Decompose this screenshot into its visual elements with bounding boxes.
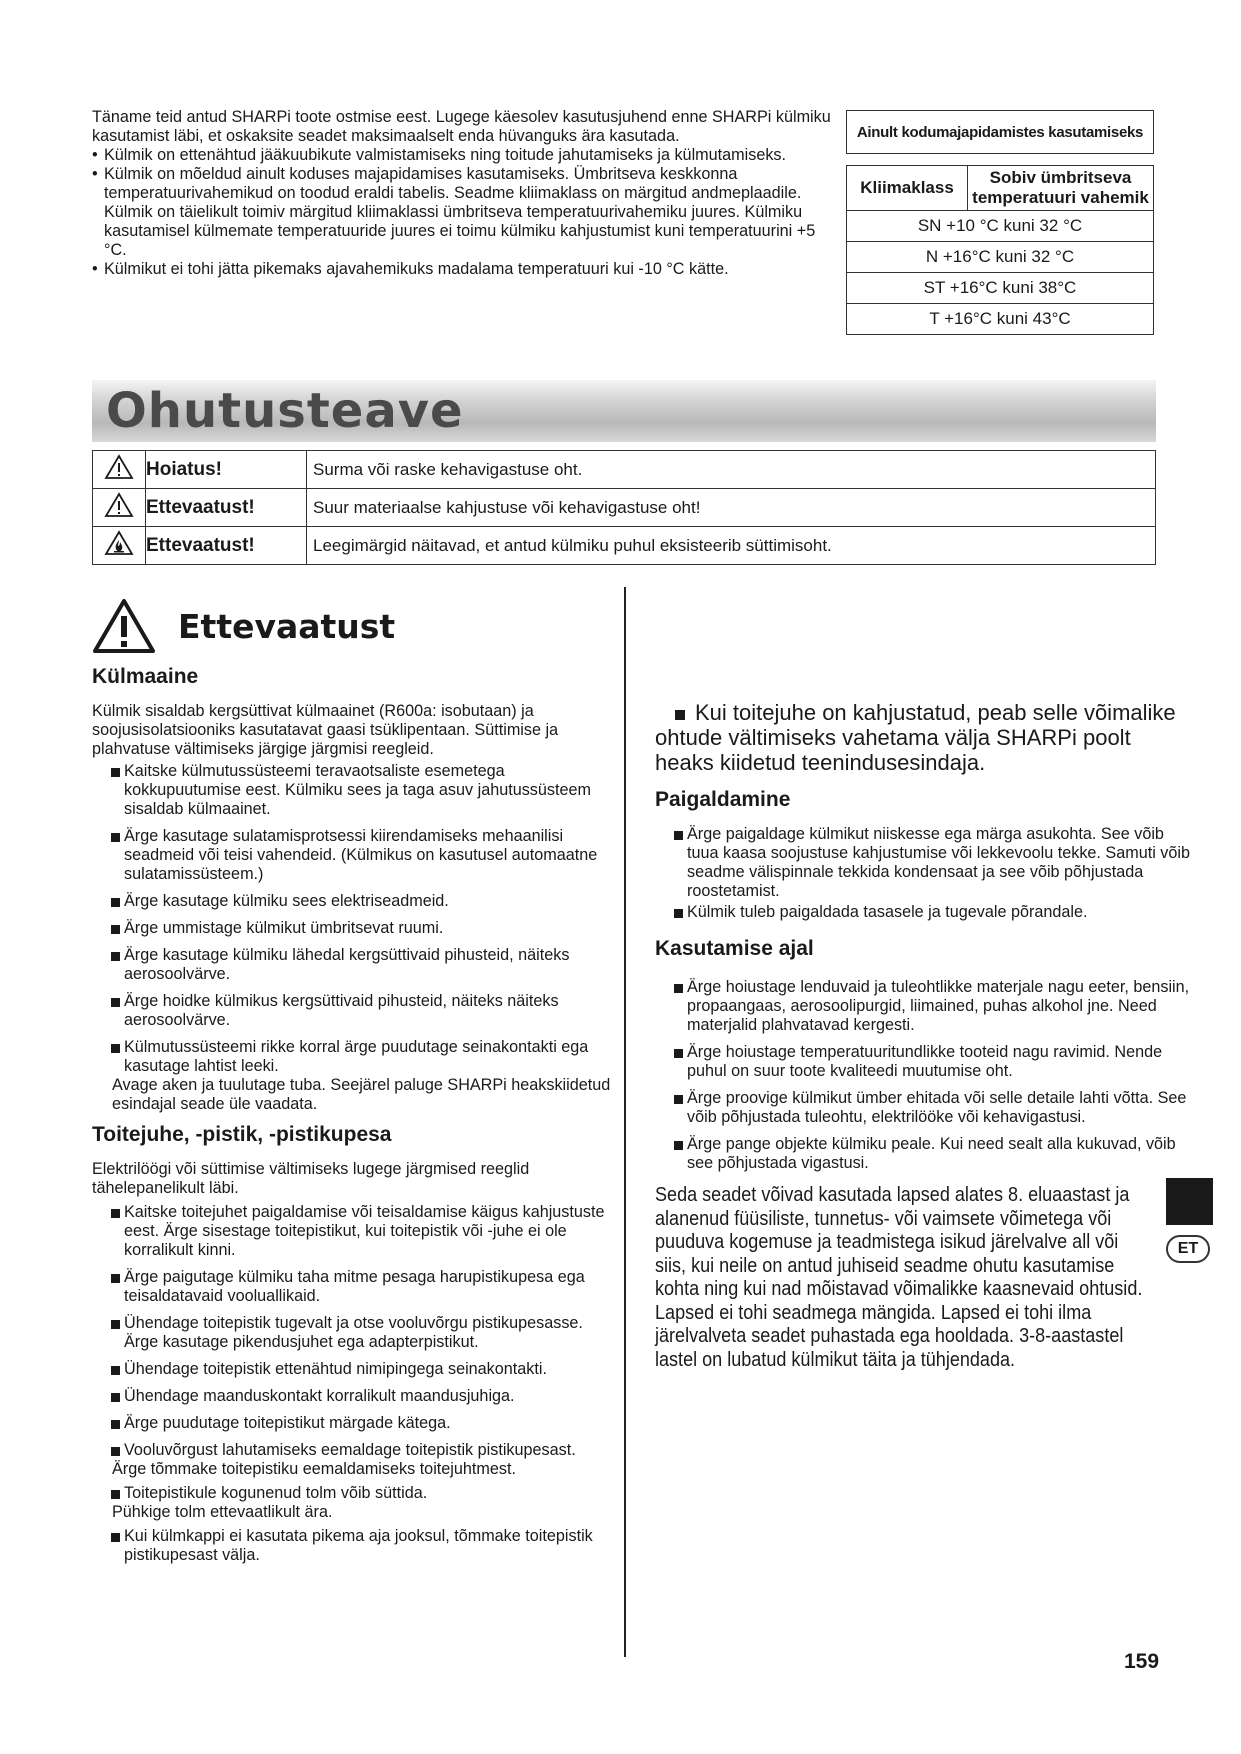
intro-paragraph: Täname teid antud SHARPi toote ostmise eest. Lugege käesolev kasutusjuhend enne SHARPi külmiku kasutamist läbi, et oskaksite seadet maksimaalselt enda hüvanguks ära kasutada. [92, 108, 831, 145]
intro-bullets [92, 146, 832, 279]
climate-col-header: Kliimaklass [847, 166, 968, 211]
list-item: Kaitske külmutussüsteemi teravaotsaliste esemetega kokkupuutumise eest. Külmiku sees ja taga asuv jahutussüsteem sisaldab külmaainet. [92, 762, 620, 819]
warning-triangle-icon [93, 451, 146, 489]
list-item: Ärge proovige külmikut ümber ehitada või selle detaile lahti võtta. See võib põhjustada tuleohtu, elektrilööke või kehavigastusi. [655, 1089, 1190, 1127]
list-item: Ärge paigaldage külmikut niiskesse ega märga asukohta. See võib tuua kaasa soojustuse kahjustumise või lekkevoolu tekke. Samuti võib seadme välispinnale tekkida kondensaat ja see võib põhjustada roostetamist. [655, 825, 1190, 901]
list-item: Ärge paigutage külmiku taha mitme pesaga harupistikupesa ega teisaldatavaid vooluallikaid. [92, 1268, 620, 1306]
climate-class-table [846, 165, 1154, 335]
section-banner [92, 380, 1156, 442]
list-item-continuation: Ärge tõmmake toitepistiku eemaldamiseks toitejuhtmest. [112, 1460, 516, 1478]
climate-row: T +16°C kuni 43°C [847, 304, 1154, 335]
caution-title: Ettevaatust [178, 606, 396, 646]
intro-bullet: • Külmik on mõeldud ainult koduses majapidamises kasutamiseks. Ümbritseva keskkonna temperatuurivahemikud on toodud eraldi tabelis. Seadme kliimaklass on märgitud andmeplaadile. [92, 165, 832, 203]
installation-heading: Paigaldamine [655, 788, 791, 811]
banner-title: Ohutusteave [106, 383, 464, 439]
list-item: Vooluvõrgust lahutamiseks eemaldage toitepistik pistikupesast. [92, 1441, 620, 1460]
climate-row: N +16°C kuni 32 °C [847, 242, 1154, 273]
damaged-cable-item: Kui toitejuhe on kahjustatud, peab selle võimalike ohtude vältimiseks vahetama välja SHARPi poolt heaks kiidetud teenindusesindaja. [655, 700, 1190, 775]
climate-row: ST +16°C kuni 38°C [847, 273, 1154, 304]
intro-bullet: • Külmikut ei tohi jätta pikemaks ajavahemikuks madalama temperatuuri kui -10 °C kätte. [92, 260, 832, 279]
list-item: Ühendage toitepistik ettenähtud nimipingega seinakontakti. [92, 1360, 620, 1379]
climate-row: SN +10 °C kuni 32 °C [847, 211, 1154, 242]
flame-warning-icon [93, 527, 146, 565]
intro-section [92, 108, 832, 279]
list-item-continuation: Avage aken ja tuulutage tuba. Seejärel paluge SHARPi heakskiidetud esindajal seade üle vaadata. [112, 1076, 611, 1113]
list-item: Kui külmkappi ei kasutata pikema aja jooksul, tõmmake toitepistik pistikupesast välja. [92, 1527, 620, 1565]
warning-row [93, 527, 1156, 565]
power-intro: Elektrilöögi või süttimise vältimiseks lugege järgmised reeglid tähelepanelikult läbi. [92, 1160, 530, 1197]
list-item: Ärge hoidke külmikus kergsüttivaid pihusteid, näiteks näiteks aerosoolvärve. [92, 992, 620, 1030]
right-column [655, 700, 1190, 1371]
large-warning-triangle-icon [92, 598, 156, 654]
warning-label: Ettevaatust! [146, 489, 307, 527]
list-item: Ärge kasutage külmiku sees elektriseadmeid. [92, 892, 620, 911]
list-item-continuation: Pühkige tolm ettevaatlikult ära. [112, 1503, 333, 1521]
warning-text: Suur materiaalse kahjustuse või kehavigastuse oht! [307, 489, 1156, 527]
intro-bullet-continuation: Külmik on täielikult toimiv märgitud kliimaklassi ümbritseva temperatuurivahemiku juures. Külmiku kasutamisel külmemate temperatuuride juures ei toimu külmiku kahjustumist kuni temperatuurini +5 °C. [104, 203, 816, 259]
section-tab-marker [1166, 1178, 1213, 1225]
list-item: Külmutussüsteemi rikke korral ärge puudutage seinakontakti ega kasutage lahtist leeki. [92, 1038, 620, 1076]
left-column [92, 664, 620, 1565]
temperature-col-header: Sobiv ümbritseva temperatuuri vahemik [968, 166, 1154, 211]
warning-row [93, 451, 1156, 489]
list-item: Ärge hoiustage lenduvaid ja tuleohtlikke materjale nagu eeter, bensiin, propaangaas, aerosoolipurgid, liimained, puhas alkohol jne. Need materjalid plahvatavad kergesti. [655, 978, 1190, 1035]
children-notice: Seda seadet võivad kasutada lapsed alates 8. eluaastast ja alanenud füüsiliste, tunnetus- või vaimsete võimetega või puuduva kogemuse ja teadmistega isikud järelvalve all või siis, kui neile on antud juhiseid seadme ohutu kasutamise kohta ning kui nad mõistavad võimalikke kaasnevaid ohtusid. Lapsed ei tohi seadmega mängida. Lapsed ei tohi ilma järelvalveta seadet puhastada ega hooldada. 3-8-aastastel lastel on lubatud külmikut täita ja tühjendada. [655, 1183, 1143, 1371]
warning-label: Ettevaatust! [146, 527, 307, 565]
list-item: Toitepistikule kogunenud tolm võib süttida. [92, 1484, 620, 1503]
list-item: Ühendage maanduskontakt korralikult maandusjuhiga. [92, 1387, 620, 1406]
caution-triangle-icon [93, 489, 146, 527]
household-use-box: Ainult kodumajapidamistes kasutamiseks [846, 110, 1154, 154]
intro-bullet: • Külmik on ettenähtud jääkuubikute valmistamiseks ning toitude jahutamiseks ja külmutamiseks. [92, 146, 832, 165]
list-item: Ärge kasutage külmiku lähedal kergsüttivaid pihusteid, näiteks aerosoolvärve. [92, 946, 620, 984]
warning-row [93, 489, 1156, 527]
column-divider [624, 587, 626, 1657]
list-item: Ühendage toitepistik tugevalt ja otse vooluvõrgu pistikupesasse. Ärge kasutage pikendusjuhet ega adapterpistikut. [92, 1314, 620, 1352]
warning-text: Leegimärgid näitavad, et antud külmiku puhul eksisteerib süttimisoht. [307, 527, 1156, 565]
list-item: Külmik tuleb paigaldada tasasele ja tugevale põrandale. [655, 903, 1190, 922]
usage-heading: Kasutamise ajal [655, 937, 814, 960]
list-item: Ärge ummistage külmikut ümbritsevat ruumi. [92, 919, 620, 938]
page-number: 159 [1124, 1650, 1160, 1673]
language-badge: ET [1166, 1235, 1210, 1263]
caution-heading [92, 596, 395, 656]
warning-text: Surma või raske kehavigastuse oht. [307, 451, 1156, 489]
power-heading: Toitejuhe, -pistik, -pistikupesa [92, 1123, 392, 1146]
warning-legend-table [92, 450, 1156, 565]
refrigerant-intro: Külmik sisaldab kergsüttivat külmaainet (R600a: isobutaan) ja soojusisolatsiooniks kasutatavat gaasi tsüklipentaan. Süttimise ja plahvatuse vältimiseks järgige järgmisi reegleid. [92, 702, 559, 758]
warning-label: Hoiatus! [146, 451, 307, 489]
list-item: Ärge kasutage sulatamisprotsessi kiirendamiseks mehaanilisi seadmeid või teisi vahendeid. (Külmikus on kasutusel automaatne sulatamissüsteem.) [92, 827, 620, 884]
list-item: Ärge puudutage toitepistikut märgade kätega. [92, 1414, 620, 1433]
list-item: Ärge hoiustage temperatuuritundlikke tooteid nagu ravimid. Nende puhul on suur toote kvaliteedi muutumise oht. [655, 1043, 1190, 1081]
refrigerant-heading: Külmaaine [92, 665, 199, 688]
list-item: Kaitske toitejuhet paigaldamise või teisaldamise käigus kahjustuste eest. Ärge sisestage toitepistikut, kui toitepistik või -juhe ei ole korralikult kinni. [92, 1203, 620, 1260]
list-item: Ärge pange objekte külmiku peale. Kui need sealt alla kukuvad, võib see põhjustada vigastusi. [655, 1135, 1190, 1173]
